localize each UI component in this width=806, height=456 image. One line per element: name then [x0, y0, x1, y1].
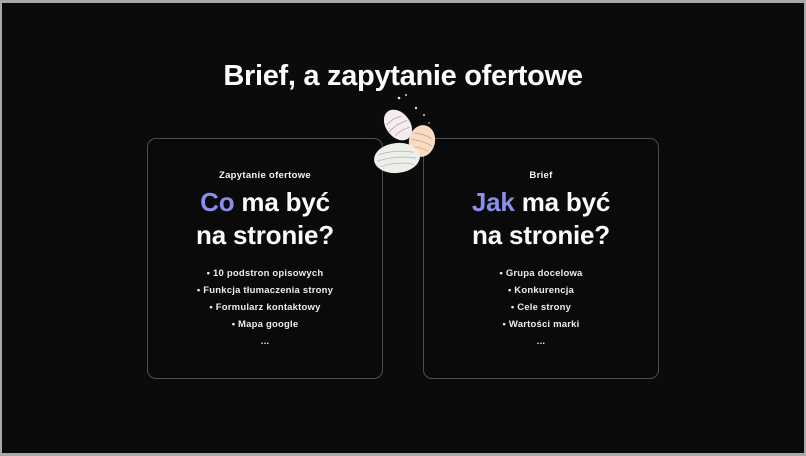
list-item: • Konkurencja — [507, 285, 575, 296]
card-heading — [424, 186, 658, 252]
list-item: • Mapa google — [231, 319, 299, 330]
list-item: • Wartości marki — [502, 319, 580, 330]
list-item: • Grupa docelowa — [499, 268, 583, 279]
heading-accent-word: Jak — [471, 187, 515, 217]
card-label: Zapytanie ofertowe — [219, 170, 311, 181]
list-item: • Formularz kontaktowy — [209, 302, 321, 313]
heading-rest: ma być — [234, 187, 330, 217]
list-ellipsis: ... — [536, 336, 546, 347]
card-label: Brief — [529, 170, 553, 181]
heading-line2: na stronie? — [196, 220, 334, 250]
list-item: • Cele strony — [510, 302, 572, 313]
heading-line2: na stronie? — [472, 220, 610, 250]
card-bullet-list — [424, 265, 658, 350]
card-heading — [148, 186, 382, 252]
slide-title: Brief, a zapytanie ofertowe — [223, 60, 583, 92]
list-item: • 10 podstron opisowych — [206, 268, 324, 279]
card-zapytanie-ofertowe — [147, 138, 383, 379]
stones-doodle-icon — [370, 92, 442, 176]
heading-rest: ma być — [514, 187, 611, 217]
list-ellipsis: ... — [260, 336, 270, 347]
heading-accent-word: Co — [200, 187, 235, 217]
list-item: • Funkcja tłumaczenia strony — [196, 285, 334, 296]
card-bullet-list — [148, 265, 382, 350]
slide — [2, 3, 804, 453]
card-brief — [423, 138, 659, 379]
